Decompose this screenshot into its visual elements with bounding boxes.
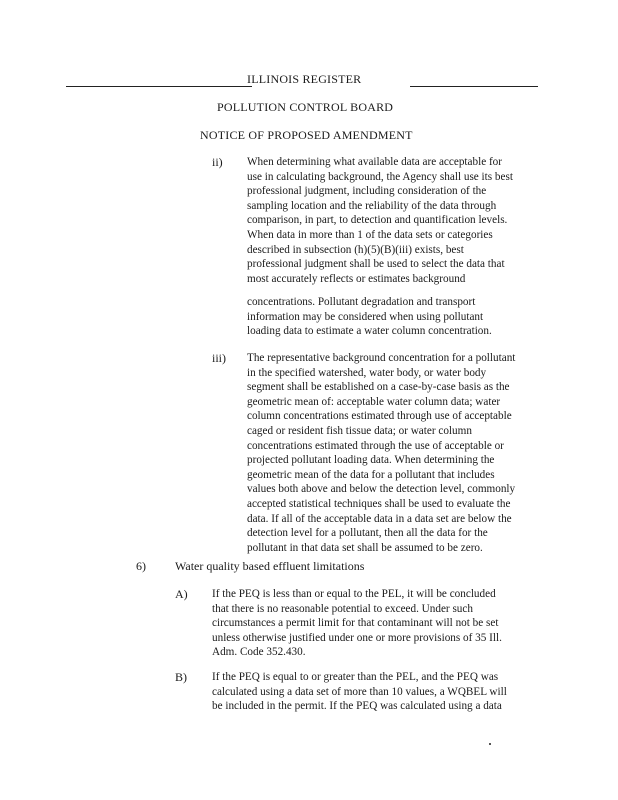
text-line: Adm. Code 352.430. — [212, 646, 306, 659]
text-line: column concentrations estimated through use of acceptable — [247, 410, 512, 423]
item-ii-paragraph-a — [247, 155, 513, 286]
text-line: segment shall be established on a case-by-case basis as the — [247, 381, 510, 394]
text-line: comparison, in part, to detection and quantification levels. — [247, 214, 508, 227]
text-line: concentrations. Pollutant degradation and transport — [247, 296, 476, 308]
text-line: caged or resident fish tissue data; or water column — [247, 424, 472, 437]
text-line: detection level for a pollutant, then all the data for the — [247, 527, 488, 540]
text-line: use in calculating background, the Agency shall use its best — [247, 170, 513, 183]
text-line: calculated using a data set of more than 10 values, a WQBEL will — [212, 685, 507, 698]
text-line: concentrations estimated through the use of acceptable or — [247, 439, 504, 452]
register-title: ILLINOIS REGISTER — [247, 72, 362, 86]
text-line: most accurately reflects or estimates background — [247, 272, 466, 285]
text-line: values both above and below the detection level, commonly — [247, 483, 516, 496]
text-line: unless otherwise justified under one or more provisions of 35 Ill. — [212, 631, 502, 644]
text-line: be included in the permit. If the PEQ was calculated using a data — [212, 700, 502, 713]
notice-title: NOTICE OF PROPOSED AMENDMENT — [200, 128, 413, 142]
board-title: POLLUTION CONTROL BOARD — [217, 100, 394, 114]
text-line: described in subsection (h)(5)(B)(iii) exists, best — [247, 243, 464, 256]
text-line: If the PEQ is less than or equal to the PEL, it will be concluded — [212, 588, 496, 600]
section-6-label: 6) — [136, 559, 146, 573]
text-line: professional judgment, including consideration of the — [247, 185, 487, 198]
text-line: information may be considered when using pollutant — [247, 310, 484, 323]
item-A-paragraph — [212, 587, 502, 660]
item-ii-label: ii) — [212, 155, 223, 169]
section-6-heading: Water quality based effluent limitations — [175, 559, 365, 573]
text-line: geometric mean of: acceptable water column data; water — [247, 395, 501, 408]
text-line: When determining what available data are acceptable for — [247, 156, 503, 168]
item-A-label: A) — [175, 587, 188, 601]
text-line: projected pollutant loading data. When determining the — [247, 454, 495, 467]
text-line: The representative background concentration for a pollutant — [247, 352, 516, 364]
text-line: in the specified watershed, water body, or water body — [247, 366, 487, 379]
item-B-paragraph — [212, 670, 507, 714]
item-ii-paragraph-b — [247, 295, 492, 339]
text-line: If the PEQ is equal to or greater than the PEL, and the PEQ was — [212, 671, 499, 683]
text-line: sampling location and the reliability of the data through — [247, 199, 497, 212]
item-B-label: B) — [175, 670, 187, 684]
text-line: data. If all of the acceptable data in a data set are below the — [247, 512, 512, 525]
item-iii-label: iii) — [212, 351, 226, 365]
text-line: that there is no reasonable potential to exceed. Under such — [212, 602, 473, 615]
text-line: When data in more than 1 of the data sets or categories — [247, 228, 493, 241]
text-line: loading data to estimate a water column concentration. — [247, 325, 492, 338]
header-rule-left — [66, 86, 252, 87]
text-line: pollutant in that data set shall be assumed to be zero. — [247, 541, 483, 554]
text-line: circumstances a permit limit for that contaminant will not be set — [212, 617, 499, 630]
text-line: accepted statistical techniques shall be used to evaluate the — [247, 497, 511, 510]
text-line: professional judgment shall be used to select the data that — [247, 258, 505, 271]
text-line: geometric mean of the data for a pollutant that includes — [247, 468, 495, 481]
scan-speck — [489, 743, 491, 745]
item-iii-paragraph — [247, 351, 515, 555]
header-rule-right — [410, 86, 538, 87]
